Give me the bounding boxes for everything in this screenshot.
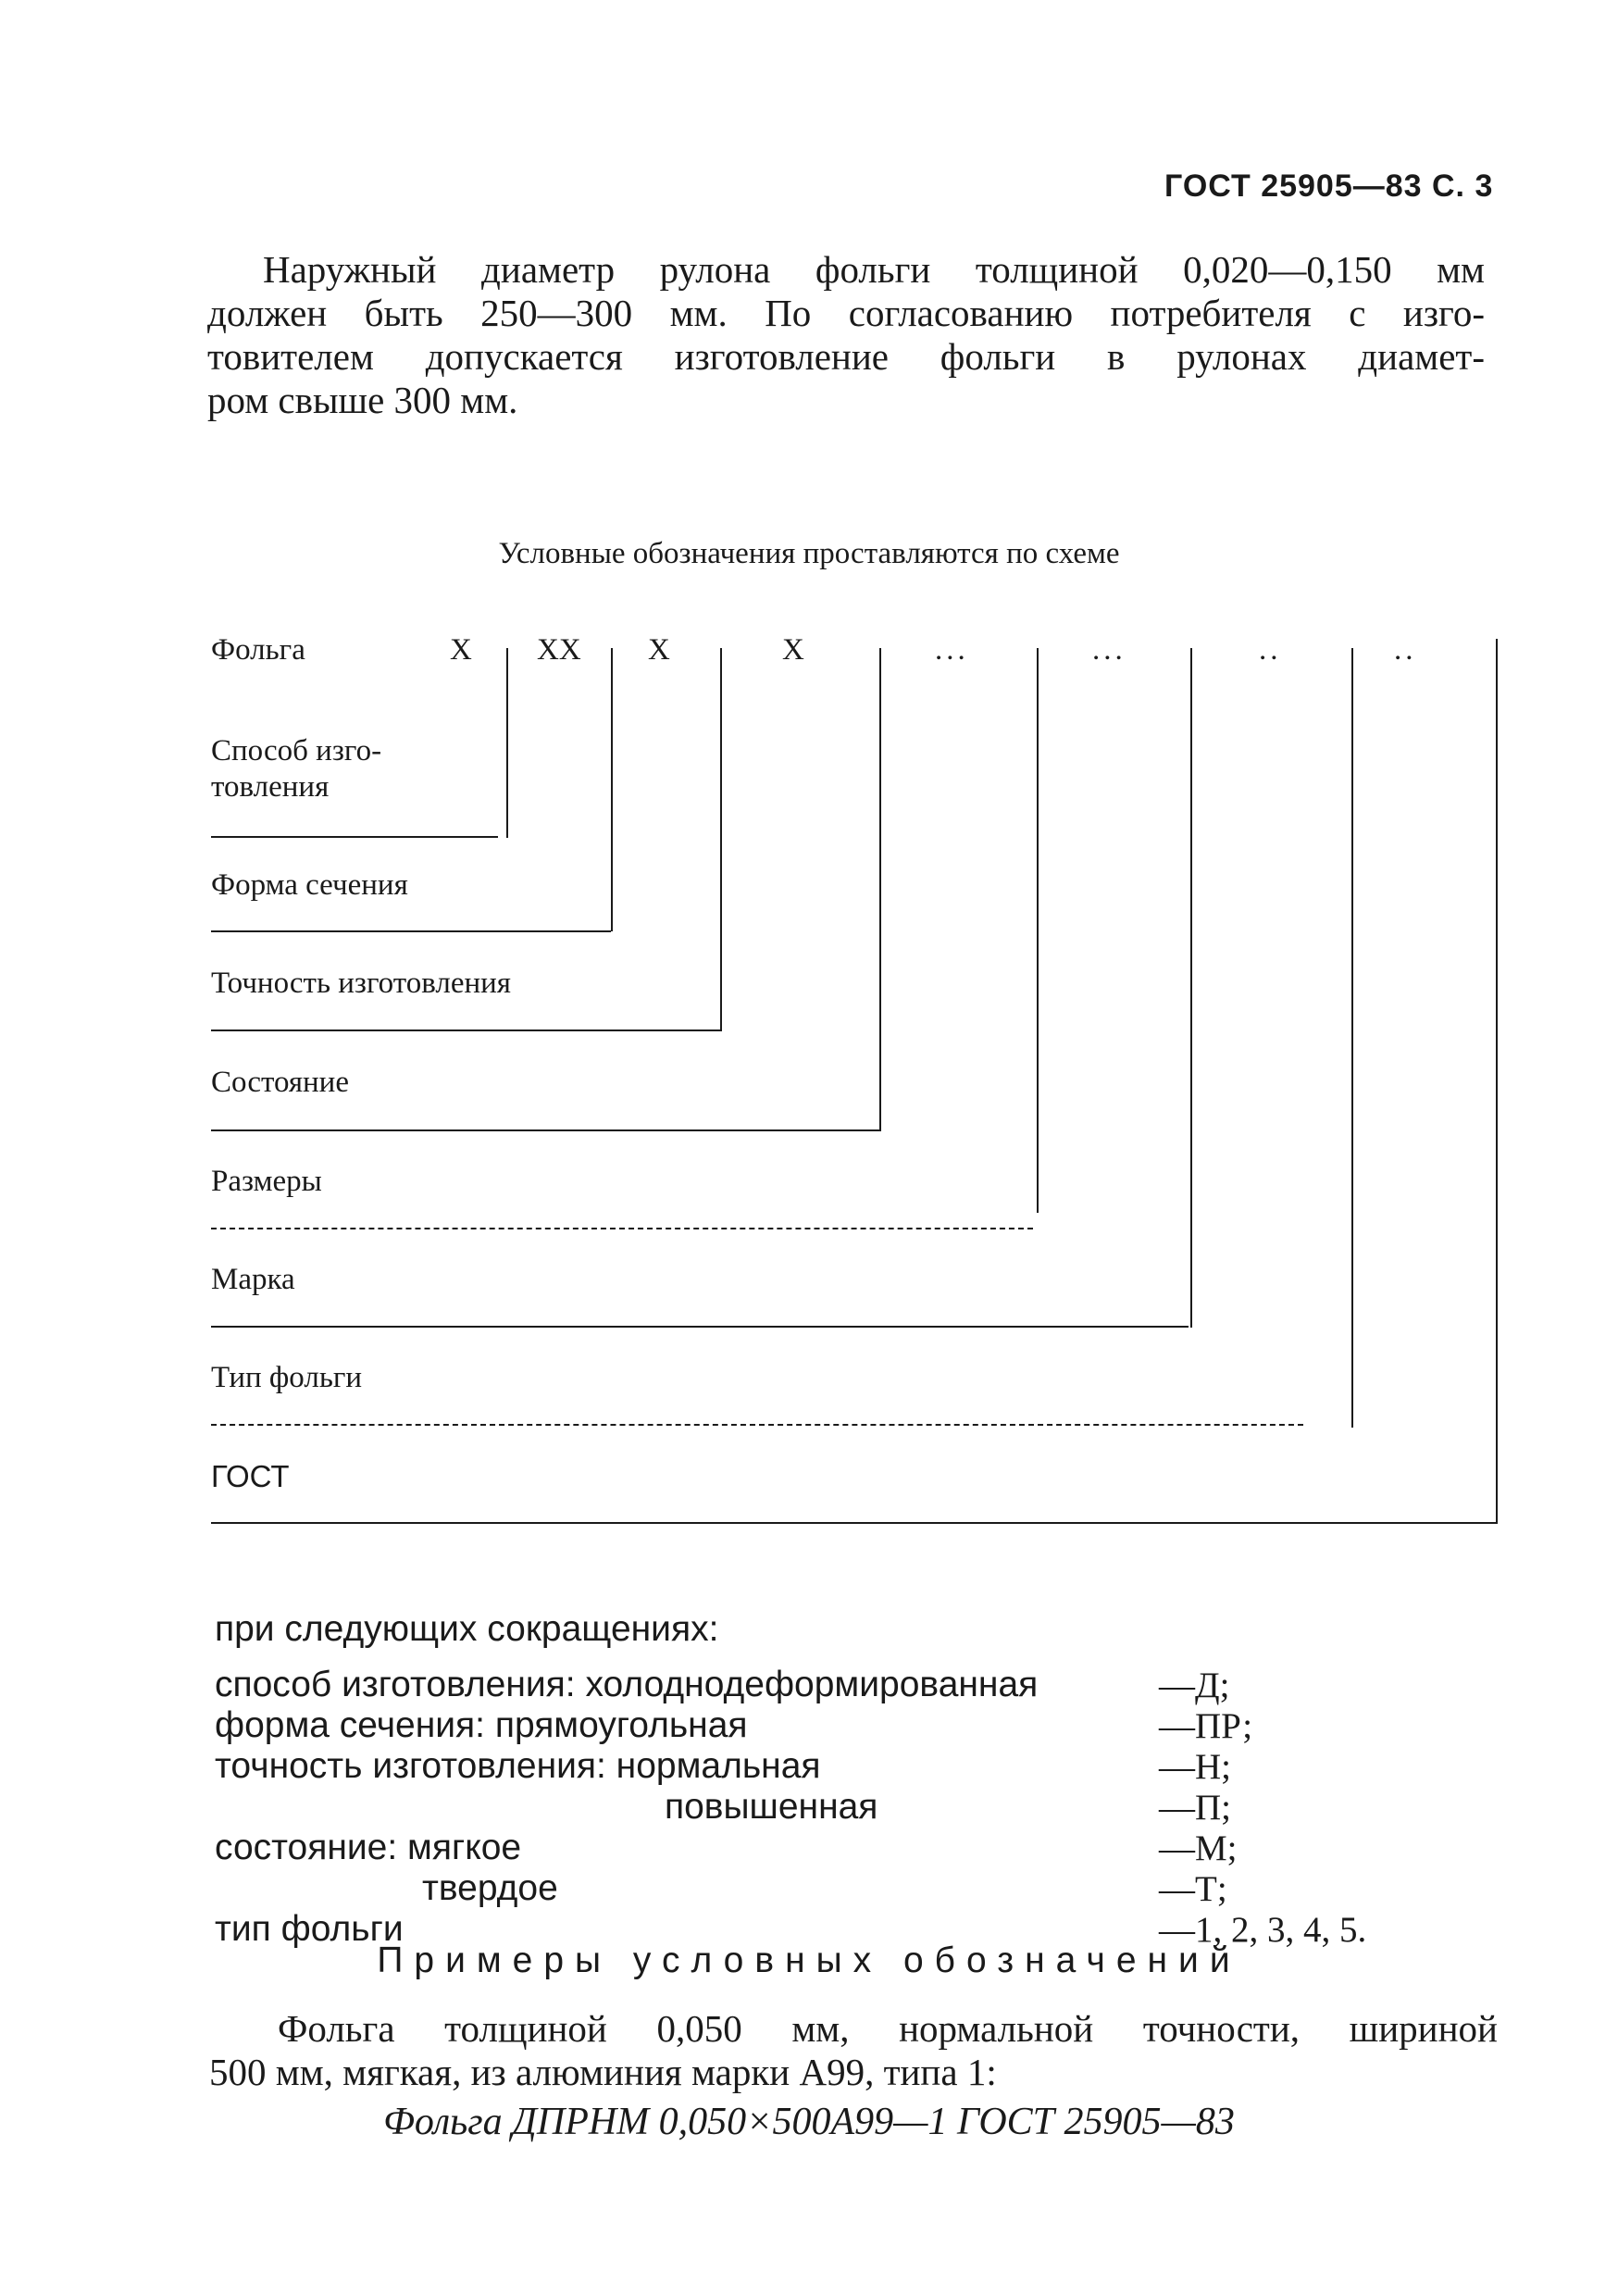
scheme-connector <box>1037 648 1039 1213</box>
paragraph-line: товителем допускается изготовление фольги в рулонах диамет- <box>207 335 1485 378</box>
scheme-symbol: X <box>782 633 804 667</box>
example-designation: Фольга ДПРНМ 0,050×500А99—1 ГОСТ 25905—83 <box>383 2101 1235 2143</box>
abbreviation-text: способ изготовления: холоднодеформированная <box>215 1665 1039 1704</box>
scheme-label-method: товления <box>211 770 330 804</box>
abbreviation-code: —Д; <box>1159 1666 1230 1705</box>
example-line: 500 мм, мягкая, из алюминия марки А99, типа 1: <box>209 2051 997 2093</box>
scheme-symbol: ... <box>935 633 969 667</box>
scheme-symbol: .. <box>1394 633 1417 667</box>
scheme-rule <box>211 1424 1303 1426</box>
scheme-symbol: .. <box>1259 633 1282 667</box>
scheme-connector <box>1190 648 1192 1328</box>
abbreviation-text: форма сечения: прямоугольная <box>215 1705 748 1745</box>
abbreviation-text: тип фольги <box>215 1909 404 1949</box>
scheme-rule <box>211 1129 879 1131</box>
roll-diameter-paragraph <box>207 248 1485 422</box>
scheme-symbol: X <box>648 633 670 667</box>
scheme-connector <box>1496 639 1498 1524</box>
scheme-label-foil-type: Тип фольги <box>211 1361 363 1394</box>
paragraph-line: ром свыше 300 мм. <box>207 379 518 421</box>
abbreviation-code: —М; <box>1159 1828 1238 1868</box>
scheme-symbol: X <box>450 633 472 667</box>
examples-heading: Примеры условных обозначений <box>377 1940 1241 1980</box>
scheme-label-accuracy: Точность изготовления <box>211 967 511 1000</box>
scheme-connector <box>879 648 881 1131</box>
scheme-label-grade: Марка <box>211 1263 295 1296</box>
abbreviation-text: повышенная <box>665 1787 878 1827</box>
abbreviation-text: точность изготовления: нормальная <box>215 1746 821 1786</box>
example-line: Фольга толщиной 0,050 мм, нормальной точности, шириной <box>278 2007 1498 2050</box>
scheme-rule <box>211 1522 1498 1524</box>
scheme-label-dimensions: Размеры <box>211 1165 322 1198</box>
scheme-connector <box>720 648 722 1031</box>
scheme-rule <box>211 1228 1033 1229</box>
abbreviation-code: —Н; <box>1159 1747 1231 1787</box>
scheme-caption: Условные обозначения проставляются по схеме <box>498 537 1120 570</box>
scheme-rule <box>211 930 611 932</box>
paragraph-line: должен быть 250—300 мм. По согласованию потребителя с изго- <box>207 292 1485 334</box>
abbreviation-text: состояние: мягкое <box>215 1828 522 1867</box>
scheme-label-foil: Фольга <box>211 633 305 667</box>
scheme-symbol: XX <box>537 633 581 667</box>
scheme-rule <box>211 1029 720 1031</box>
scheme-connector <box>1351 648 1353 1428</box>
example-paragraph <box>209 2007 1498 2094</box>
abbreviation-code: —ПР; <box>1159 1706 1253 1746</box>
paragraph-line: Наружный диаметр рулона фольги толщиной 0,020—0,150 мм <box>263 248 1485 291</box>
scheme-connector <box>611 648 613 931</box>
scheme-connector <box>506 648 508 838</box>
abbreviation-code: —1, 2, 3, 4, 5. <box>1159 1910 1367 1950</box>
scheme-label-state: Состояние <box>211 1066 349 1099</box>
scheme-rule <box>211 836 498 838</box>
abbreviations-intro: при следующих сокращениях: <box>215 1609 719 1649</box>
abbreviation-code: —Т; <box>1159 1869 1227 1909</box>
abbreviation-code: —П; <box>1159 1788 1231 1828</box>
scheme-symbol: ... <box>1092 633 1126 667</box>
abbreviation-text: твердое <box>422 1868 558 1908</box>
scheme-rule <box>211 1326 1189 1328</box>
scheme-label-method: Способ изго- <box>211 734 382 767</box>
page-header: ГОСТ 25905—83 С. 3 <box>1164 168 1494 204</box>
scheme-label-gost: ГОСТ <box>211 1459 290 1493</box>
scheme-label-section: Форма сечения <box>211 868 408 902</box>
